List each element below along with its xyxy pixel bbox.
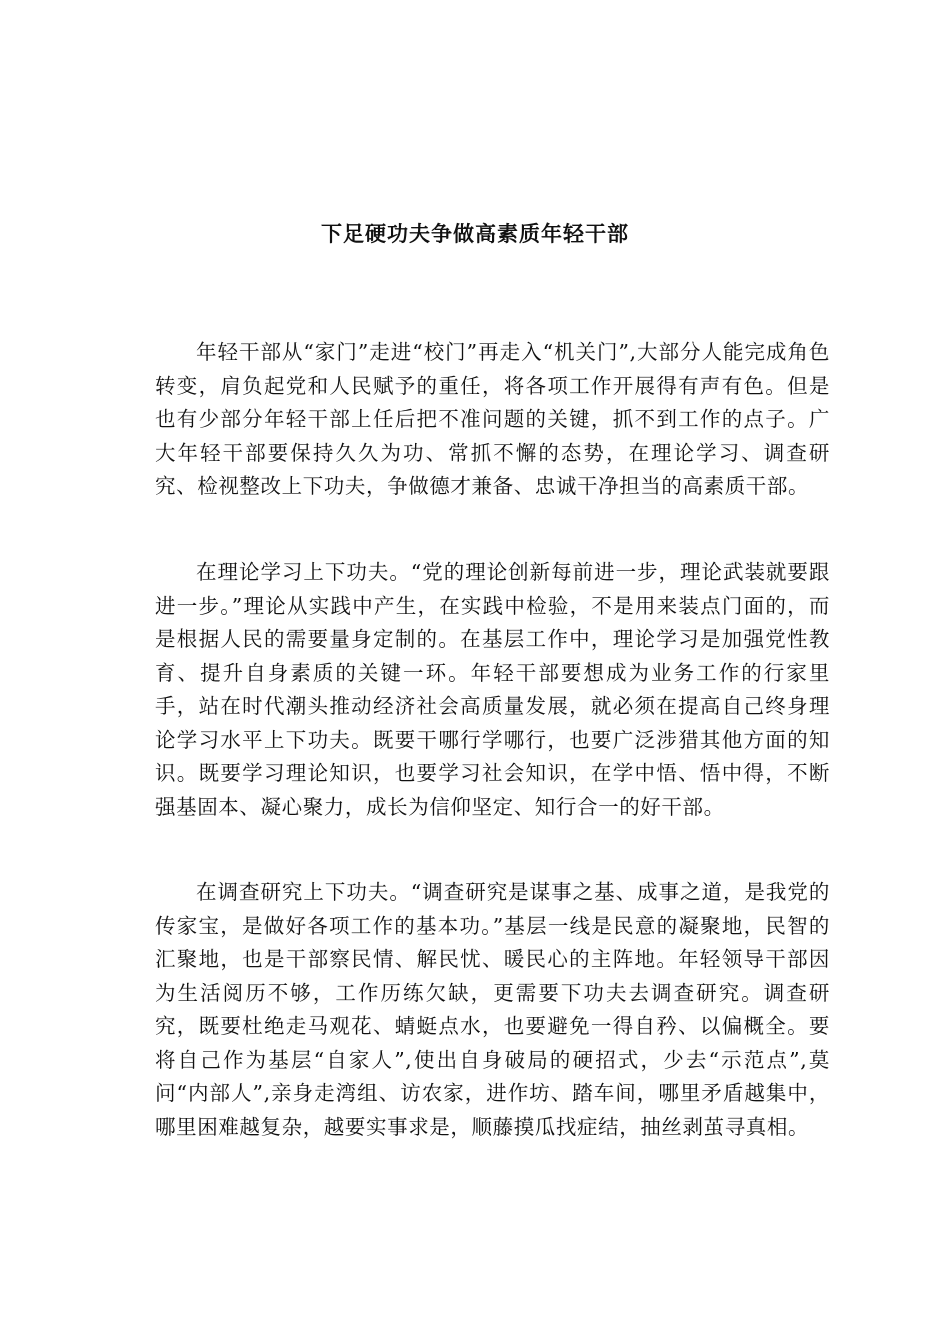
document-title: 下足硬功夫争做高素质年轻干部 [321, 222, 629, 246]
paragraph-investigation: 在调查研究上下功夫。“调查研究是谋事之基、成事之道，是我党的传家宝，是做好各项工作的基本功。”基层一线是民意的凝聚地，民智的汇聚地，也是干部察民情、解民忧、暖民心的主阵地。年轻领导干部因为生活阅历不够，工作历练欠缺，更需要下功夫去调查研究。调查研究，既要杜绝走马观花、蜻蜓点水，也要避免一得自矜、以偏概全。要将自己作为基层“自家人”,使出自身破局的硬招式，少去“示范点”,莫问“内部人”,亲身走湾组、访农家，进作坊、踏车间，哪里矛盾越集中，哪里困难越复杂，越要实事求是，顺藤摸瓜找症结，抽丝剥茧寻真相。 [155, 880, 830, 1139]
paragraph-theory-study: 在理论学习上下功夫。“党的理论创新每前进一步，理论武装就要跟进一步。”理论从实践中产生，在实践中检验，不是用来装点门面的，而是根据人民的需要量身定制的。在基层工作中，理论学习是加强党性教育、提升自身素质的关键一环。年轻干部要想成为业务工作的行家里手，站在时代潮头推动经济社会高质量发展，就必须在提高自己终身理论学习水平上下功夫。既要干哪行学哪行，也要广泛涉猎其他方面的知识。既要学习理论知识，也要学习社会知识，在学中悟、悟中得，不断强基固本、凝心聚力，成长为信仰坚定、知行合一的好干部。 [155, 560, 830, 819]
paragraph-intro: 年轻干部从“家门”走进“校门”再走入“机关门”,大部分人能完成角色转变，肩负起党和人民赋予的重任，将各项工作开展得有声有色。但是也有少部分年轻干部上任后把不准问题的关键，抓不到工作的点子。广大年轻干部要保持久久为功、常抓不懈的态势，在理论学习、调查研究、检视整改上下功夫，争做德才兼备、忠诚干净担当的高素质干部。 [155, 340, 830, 498]
